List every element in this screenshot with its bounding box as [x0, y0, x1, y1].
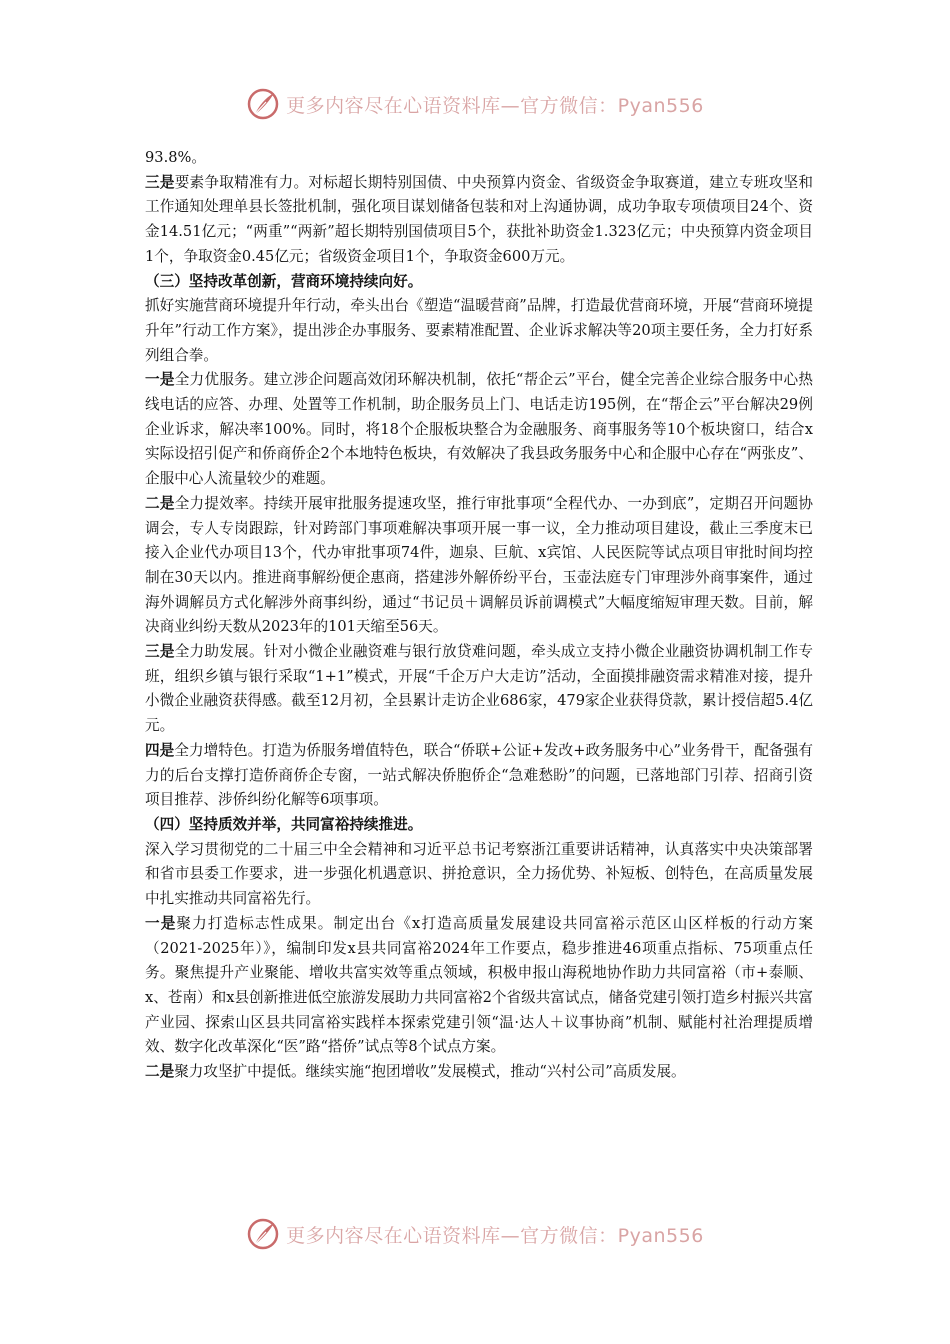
paragraph-lead: 二是	[145, 1063, 175, 1081]
heading-text: （三）坚持改革创新，营商环境持续向好。	[145, 272, 423, 290]
paragraph-text: 全力助发展。针对小微企业融资难与银行放贷难问题，牵头成立支持小微企业融资协调机制工作专班，组织乡镇与银行采取“1+1”模式，开展“千企万户大走访”活动，全面摸排融资需求精准对接，提升小微企业融资获得感。截至12月初，全县累计走访企业686家，479家企业获得贷款，累计授信超5.4亿元。	[145, 643, 813, 735]
body-paragraph	[145, 368, 813, 492]
watermark-text: 更多内容尽在心语资料库—官方微信：Pyan556	[286, 1224, 704, 1247]
paragraph-lead: 一是	[145, 371, 175, 389]
paragraph-text: 93.8%。	[145, 149, 206, 166]
paragraph-lead: 三是	[145, 173, 175, 191]
watermark-text: 更多内容尽在心语资料库—官方微信：Pyan556	[286, 94, 704, 117]
paragraph-text: 全力优服务。建立涉企问题高效闭环解决机制，依托“帮企云”平台，健全完善企业综合服务中心热线电话的应答、办理、处置等工作机制，助企服务员上门、电话走访195例，在“帮企云”平台解决29例企业诉求，解决率100%。同时，将18个企服板块整合为金融服务、商事服务等10个板块窗口，结合x实际设招引促产和侨商侨企2个本地特色板块，有效解决了我县政务服务中心和企服中心存在“两张皮”、企服中心人流量较少的难题。	[145, 371, 813, 488]
body-paragraph	[145, 838, 813, 912]
body-paragraph	[145, 912, 813, 1060]
paragraph-text: 聚力攻坚扩中提低。继续实施“抱团增收”发展模式，推动“兴村公司”高质发展。	[174, 1063, 686, 1081]
paragraph-text: 聚力打造标志性成果。制定出台《x打造高质量发展建设共同富裕示范区山区样板的行动方案（2021-2025年）》，编制印发x县共同富裕2024年工作要点，稳步推进46项重点指标、75项重点任务。聚焦提升产业聚能、增收共富实效等重点领域，积极申报山海税地协作助力共同富裕（市+泰顺、x、苍南）和x县创新推进低空旅游发展助力共同富裕2个省级共富试点，储备党建引领打造乡村振兴共富产业园、探索山区县共同富裕实践样本探索党建引领“温·达人＋议事协商”机制、赋能村社治理提质增效、数字化改革深化“医”路“搭侨”试点等8个试点方案。	[145, 914, 813, 1056]
feather-pen-logo-icon	[246, 1217, 280, 1251]
section-heading	[145, 813, 813, 838]
paragraph-text: 抓好实施营商环境提升年行动，牵头出台《塑造“温暖营商”品牌，打造最优营商环境，开展“营商环境提升年”行动工作方案》，提出涉企办事服务、要素精准配置、企业诉求解决等20项主要任务，全力打好系列组合拳。	[145, 297, 813, 364]
paragraph-text: 深入学习贯彻党的二十届三中全会精神和习近平总书记考察浙江重要讲话精神，认真落实中央决策部署和省市县委工作要求，进一步强化机遇意识、拼抢意识，全力扬优势、补短板、创特色，在高质量发展中扎实推动共同富裕先行。	[145, 840, 813, 908]
body-paragraph	[145, 492, 813, 640]
section-heading	[145, 270, 813, 295]
watermark-banner-top	[0, 82, 950, 126]
body-paragraph	[145, 640, 813, 739]
paragraph-text: 全力提效率。持续开展审批服务提速攻坚，推行审批事项“全程代办、一办到底”，定期召开问题协调会，专人专岗跟踪，针对跨部门事项难解决事项开展一事一议，全力推动项目建设，截止三季度末已接入企业代办项目13个，代办审批事项74件，迦泉、巨航、x宾馆、人民医院等试点项目审批时间均控制在30天以内。推进商事解纷便企惠商，搭建涉外解侨纷平台，玉壶法庭专门审理涉外商事案件，通过海外调解员方式化解涉外商事纠纷，通过“书记员＋调解员诉前调模式”大幅度缩短审理天数。目前，解决商业纠纷天数从2023年的101天缩至56天。	[145, 494, 813, 636]
body-paragraph	[145, 739, 813, 813]
heading-text: （四）坚持质效并举，共同富裕持续推进。	[145, 815, 423, 833]
body-paragraph	[145, 294, 813, 368]
body-paragraph	[145, 1060, 813, 1085]
paragraph-lead: 一是	[145, 914, 177, 932]
body-paragraph	[145, 146, 813, 171]
paragraph-text: 要素争取精准有力。对标超长期特别国债、中央预算内资金、省级资金争取赛道，建立专班攻坚和工作通知处理单县长签批机制，强化项目谋划储备包装和对上沟通协调，成功争取专项债项目24个、资金14.51亿元；“两重”“两新”超长期特别国债项目5个，获批补助资金1.323亿元；中央预算内资金项目1个，争取资金0.45亿元；省级资金项目1个，争取资金600万元。	[145, 173, 813, 265]
feather-pen-logo-icon	[246, 87, 280, 121]
paragraph-text: 全力增特色。打造为侨服务增值特色，联合“侨联+公证+发改+政务服务中心”业务骨干，配备强有力的后台支撑打造侨商侨企专窗，一站式解决侨胞侨企“急难愁盼”的问题，已落地部门引荐、招商引资项目推荐、涉侨纠纷化解等6项事项。	[145, 741, 813, 809]
document-body	[145, 146, 813, 1085]
body-paragraph	[145, 171, 813, 270]
paragraph-lead: 二是	[145, 494, 175, 512]
paragraph-lead: 四是	[145, 741, 175, 759]
paragraph-lead: 三是	[145, 643, 175, 661]
watermark-banner-bottom	[0, 1212, 950, 1256]
